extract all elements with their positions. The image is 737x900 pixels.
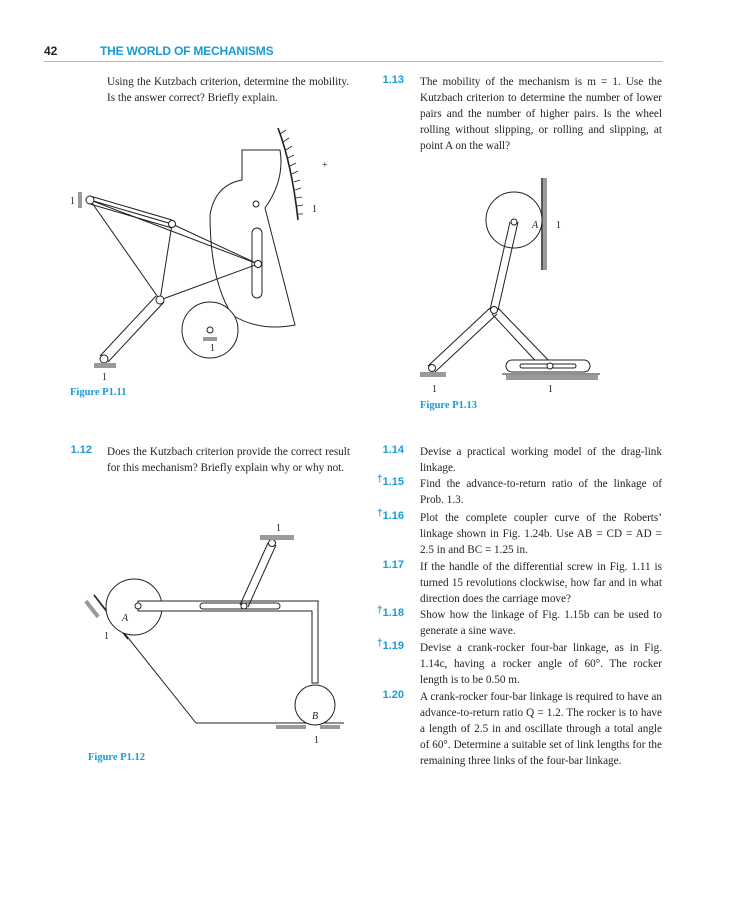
problem-number: 1.13 (382, 74, 404, 86)
svg-text:1: 1 (556, 220, 561, 231)
problem-number: 1.17 (382, 559, 404, 571)
problem-number: †1.19 (377, 638, 404, 652)
page-number: 42 (44, 44, 58, 58)
figure-p1-11 (60, 120, 360, 390)
svg-text:1: 1 (548, 384, 553, 395)
figure-caption-p1-11: Figure P1.11 (70, 387, 127, 398)
problem-1-19-text: Devise a crank-rocker four-bar linkage, as in Fig. 1.14c, having a rocker angle of 60°. The rocker length is to be 0.50 m. (420, 642, 662, 686)
svg-text:1: 1 (70, 196, 75, 207)
svg-text:B: B (312, 711, 319, 722)
problem-1-13-text: The mobility of the mechanism is m = 1. Use the Kutzbach criterion to determine the number of lower pairs and the number of higher pairs. Is the wheel rolling without slipping, or rolling and slipping, at point A on the wall? (420, 76, 662, 152)
figure-p1-12 (80, 515, 360, 750)
svg-text:1: 1 (104, 631, 109, 642)
svg-text:1: 1 (210, 343, 215, 354)
problem-1-11-text: Using the Kutzbach criterion, determine the mobility. Is the answer correct? Briefly explain. (107, 76, 349, 104)
svg-text:1: 1 (314, 735, 319, 746)
problem-1-14-text: Devise a practical working model of the drag-link linkage. (420, 446, 662, 474)
figure-caption-p1-13: Figure P1.13 (420, 400, 477, 411)
problem-number: †1.15 (377, 474, 404, 488)
problem-number: 1.20 (382, 689, 404, 701)
svg-text:A: A (122, 613, 129, 624)
problem-1-18-text: Show how the linkage of Fig. 1.15b can be used to generate a sine wave. (420, 609, 662, 637)
page-header (0, 44, 737, 64)
ground-hatch (78, 192, 82, 208)
figure-p1-13 (410, 170, 610, 395)
svg-text:1: 1 (102, 372, 107, 383)
problem-number: †1.18 (377, 605, 404, 619)
problem-1-16-text: Plot the complete coupler curve of the Roberts’ linkage shown in Fig. 1.24b. Use AB = CD = AD = 2.5 in and BC = 1.25 in. (420, 512, 662, 556)
svg-text:1: 1 (276, 523, 281, 534)
svg-text:1: 1 (312, 204, 317, 215)
svg-text:A: A (532, 220, 539, 231)
running-title: THE WORLD OF MECHANISMS (100, 44, 274, 58)
problem-1-17-text: If the handle of the differential screw in Fig. 1.11 is turned 15 revolutions clockwise, how far and in what direction does the carriage move? (420, 561, 662, 605)
curved-ground-surface (278, 128, 298, 220)
figure-caption-p1-12: Figure P1.12 (88, 752, 145, 763)
plus-sign: + (322, 160, 328, 171)
header-rule (44, 61, 663, 62)
problem-1-12-text: Does the Kutzbach criterion provide the correct result for this mechanism? Briefly explain why or why not. (107, 446, 350, 474)
problem-number: 1.12 (70, 444, 92, 456)
problem-1-15-text: Find the advance-to-return ratio of the linkage of Prob. 1.3. (420, 478, 662, 506)
problem-number: †1.16 (377, 508, 404, 522)
problem-1-20-text: A crank-rocker four-bar linkage is required to have an advance-to-return ratio Q = 1.2. The rocker is to have a length of 2.5 in and oscillate through a total angle of 60°. Determine a suitable set of link lengths for the remaining three links of the four-bar linkage. (420, 691, 662, 767)
problem-number: 1.14 (382, 444, 404, 456)
svg-text:1: 1 (432, 384, 437, 395)
